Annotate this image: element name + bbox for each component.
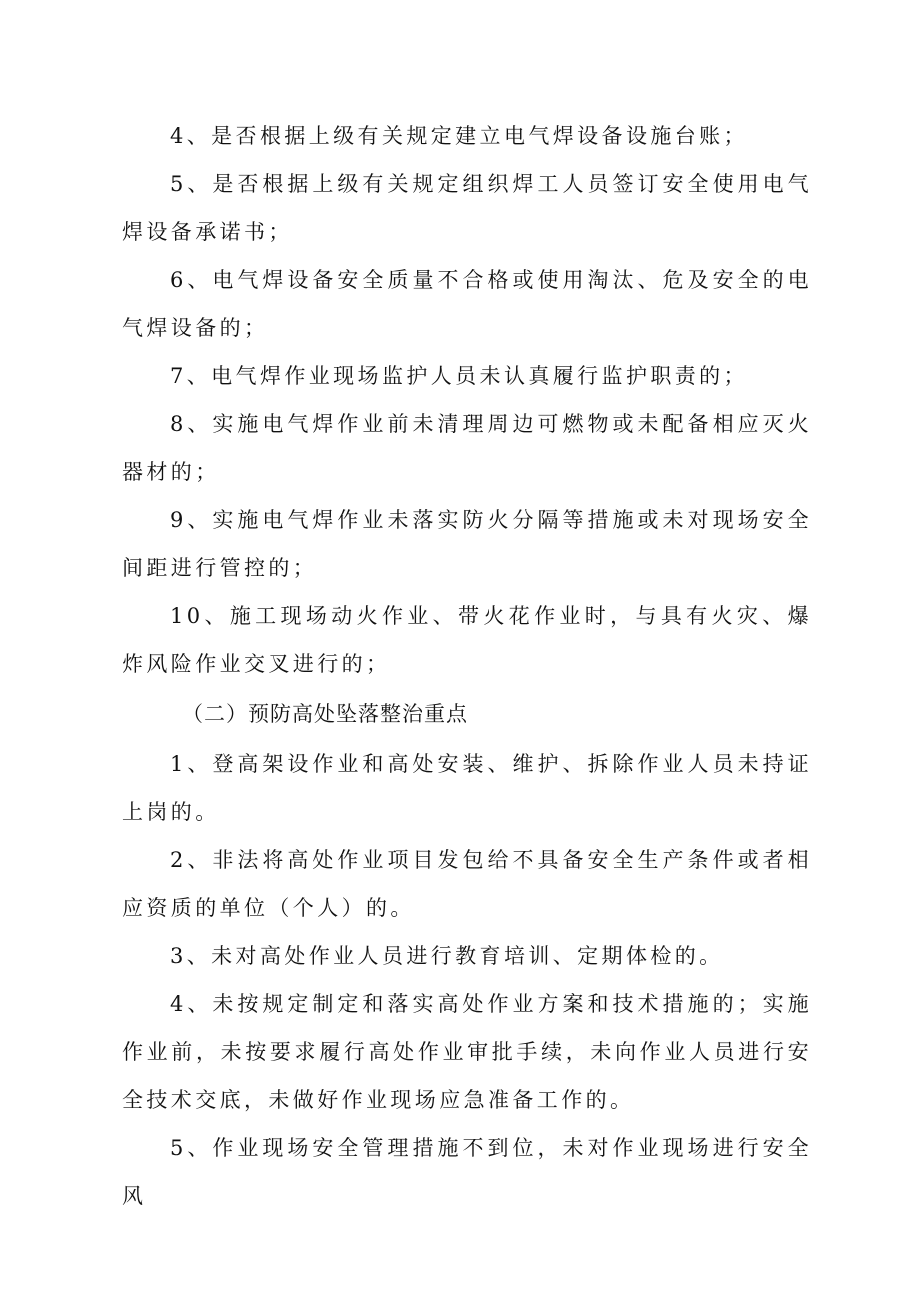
document-body (122, 112, 812, 1220)
paragraph-fall-item-2-subcontracting: 2、非法将高处作业项目发包给不具备安全生产条件或者相应资质的单位（个人）的。 (122, 848, 812, 920)
paragraph-fall-item-4-plans: 4、未按规定制定和落实高处作业方案和技术措施的；实施作业前，未按要求履行高处作业审批手续，未向作业人员进行安全技术交底，未做好作业现场应急准备工作的。 (122, 992, 812, 1112)
paragraph-item-10-hot-work: 10、施工现场动火作业、带火花作业时，与具有火灾、爆炸风险作业交叉进行的； (122, 604, 812, 676)
paragraph-item-6-equipment-quality: 6、电气焊设备安全质量不合格或使用淘汰、危及安全的电气焊设备的； (122, 268, 812, 340)
paragraph-item-5-commitment: 5、是否根据上级有关规定组织焊工人员签订安全使用电气焊设备承诺书； (122, 172, 812, 244)
paragraph-item-7-supervision: 7、电气焊作业现场监护人员未认真履行监护职责的； (170, 364, 748, 388)
paragraph-fall-item-5-site-management: 5、作业现场安全管理措施不到位，未对作业现场进行安全风 (122, 1136, 812, 1208)
paragraph-fall-item-3-training: 3、未对高处作业人员进行教育培训、定期体检的。 (170, 944, 724, 968)
paragraph-item-8-combustibles: 8、实施电气焊作业前未清理周边可燃物或未配备相应灭火器材的； (122, 412, 812, 484)
section-heading-fall-prevention: （二）预防高处坠落整治重点 (182, 702, 468, 726)
paragraph-item-9-fire-separation: 9、实施电气焊作业未落实防火分隔等措施或未对现场安全间距进行管控的； (122, 508, 812, 580)
paragraph-fall-item-1-certification: 1、登高架设作业和高处安装、维护、拆除作业人员未持证上岗的。 (122, 752, 812, 824)
paragraph-item-4-ledger: 4、是否根据上级有关规定建立电气焊设备设施台账； (170, 124, 748, 148)
